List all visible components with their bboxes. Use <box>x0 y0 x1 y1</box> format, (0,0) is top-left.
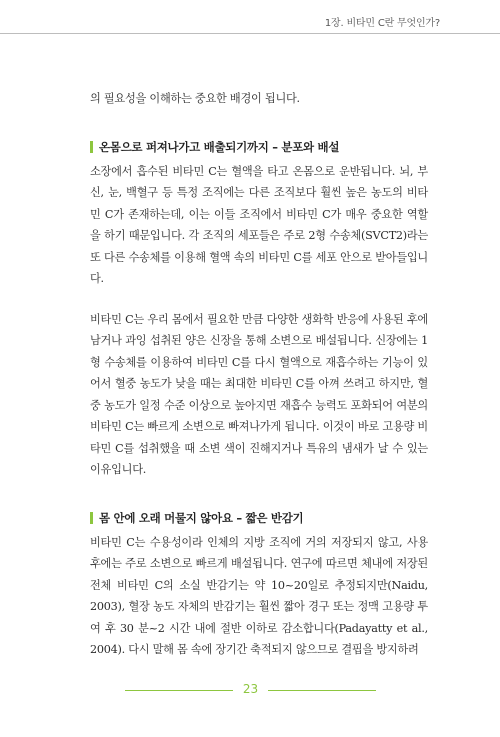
spacer <box>90 110 428 137</box>
section-heading-distribution <box>90 137 428 157</box>
section-heading-half-life <box>90 508 428 528</box>
section-half-life <box>90 508 428 661</box>
spacer <box>90 290 428 309</box>
heading-accent-bar <box>90 141 93 153</box>
footer-rule-left <box>125 690 233 691</box>
page-content <box>90 88 428 661</box>
excretion-paragraph: 비타민 C는 우리 몸에서 필요한 만큼 다양한 생화학 반응에 사용된 후에 남거나 과잉 섭취된 양은 신장을 통해 소변으로 배설됩니다. 신장에는 1형 수송체를 이용하여 비타민 C를 다시 혈액으로 재흡수하는 기능이 있어서 혈중 농도가 낮을 때는 최대한 비타민 C를 아껴 쓰려고 하지만, 혈중 농도가 일정 수준 이상으로 높아지면 재흡수 능력도 포화되어 여분의 비타민 C는 빠르게 소변으로 빠져나가게 됩니다. 이것이 바로 고용량 비타민 C를 섭취했을 때 소변 색이 진해지거나 특유의 냄새가 날 수 있는 이유입니다. <box>90 312 428 476</box>
spacer <box>90 481 428 508</box>
running-header: 1장. 비타민 C란 무엇인가? <box>324 18 440 29</box>
header-rule <box>0 33 500 34</box>
section-heading-text: 온몸으로 퍼져나가고 배출되기까지 – 분포와 배설 <box>99 139 340 154</box>
half-life-paragraph: 비타민 C는 수용성이라 인체의 지방 조직에 거의 저장되지 않고, 사용 후에는 주로 소변으로 빠르게 배설됩니다. 연구에 따르면 체내에 저장된 전체 비타민 C의 소실 반감기는 약 10~20일로 추정되지만(Naidu, 2003), 혈장 농도 자체의 반감기는 훨씬 짧아 경구 또는 정맥 고용량 투여 후 30 분~2 시간 내에 절반 이하로 감소합니다(Padayatty et al., 2004). 다시 말해 몸 속에 장기간 축적되지 않으므로 결핍을 방지하려 <box>90 535 428 656</box>
section-heading-text: 몸 안에 오래 머물지 않아요 – 짧은 반감기 <box>99 510 304 525</box>
footer-rule-right <box>268 690 376 691</box>
section-distribution <box>90 137 428 481</box>
heading-accent-bar <box>90 512 93 524</box>
page-number: 23 <box>242 682 259 696</box>
page-footer <box>0 680 500 700</box>
distribution-paragraph: 소장에서 흡수된 비타민 C는 혈액을 타고 온몸으로 운반됩니다. 뇌, 부신, 눈, 백혈구 등 특정 조직에는 다른 조직보다 훨씬 높은 농도의 비타민 C가 존재하는데, 이는 이들 조직에서 비타민 C가 매우 중요한 역할을 하기 때문입니다. 각 조직의 세포들은 주로 2형 수송체(SVCT2)라는 또 다른 수송체를 이용해 혈액 속의 비타민 C를 세포 안으로 받아들입니다. <box>90 164 428 285</box>
intro-paragraph: 의 필요성을 이해하는 중요한 배경이 됩니다. <box>90 92 300 105</box>
